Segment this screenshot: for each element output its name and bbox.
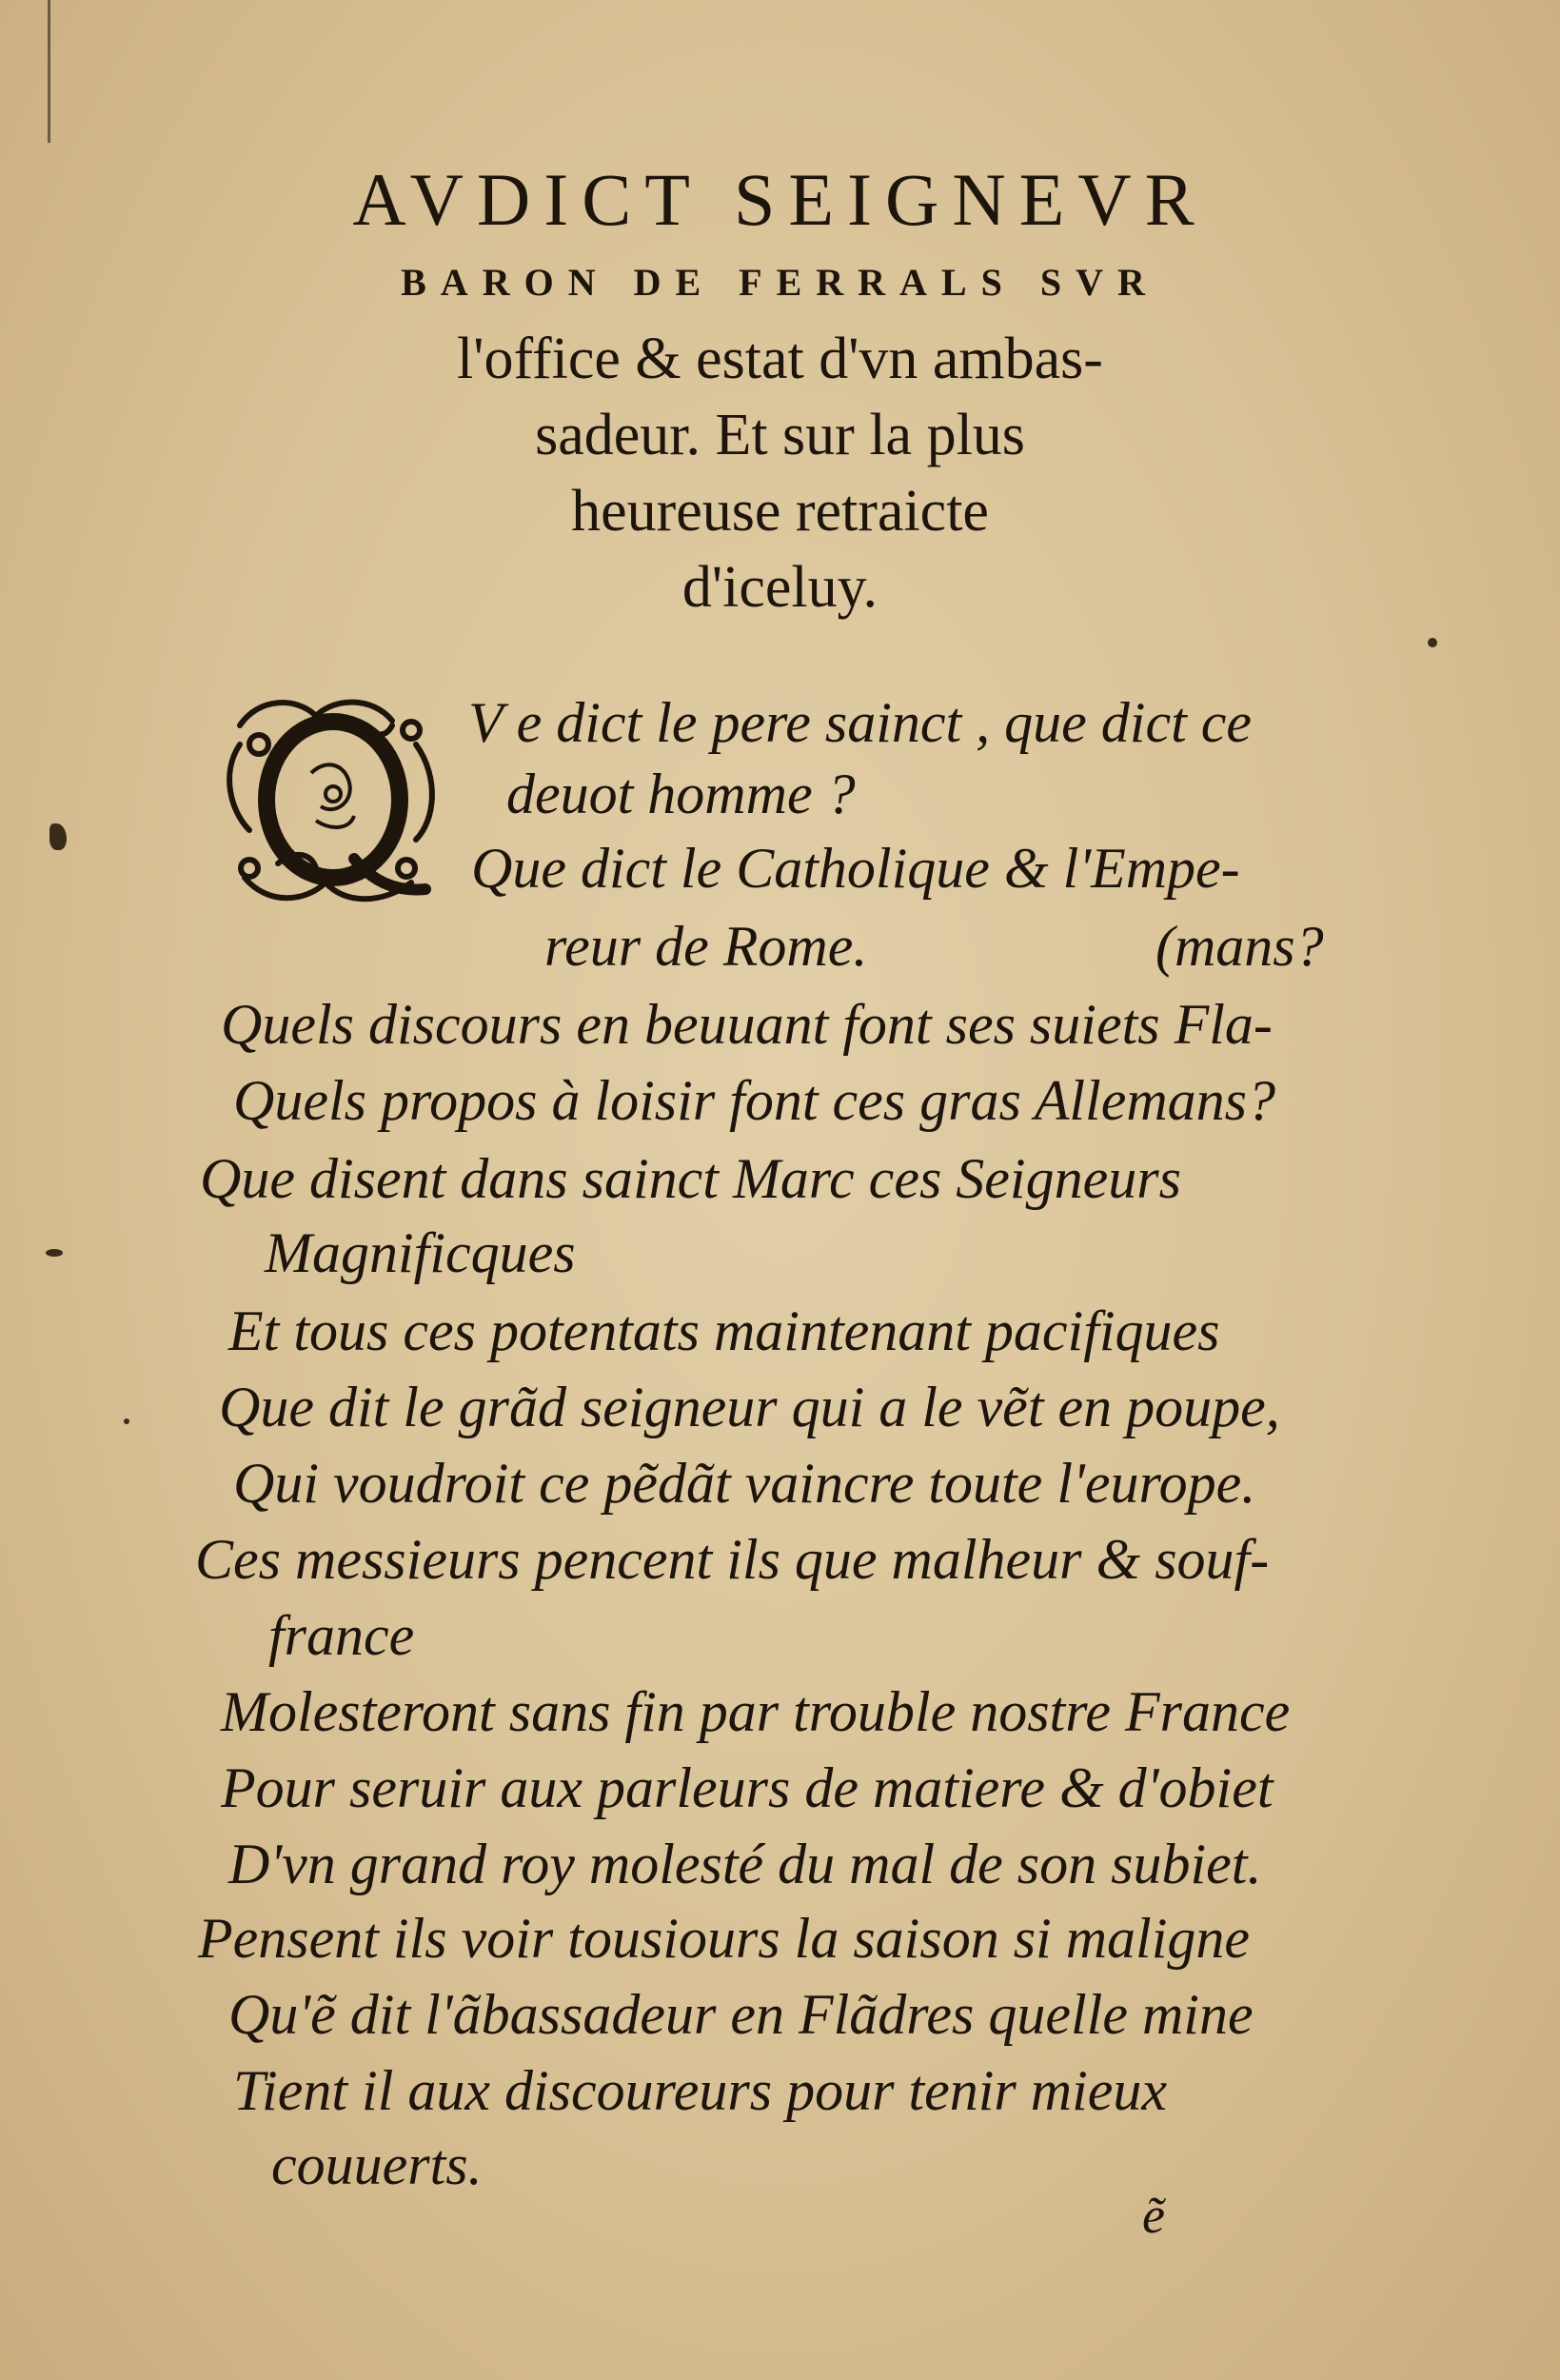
verse-line: Qu'ẽ dit l'ãbassadeur en Flãdres quelle mine xyxy=(228,1983,1254,2046)
title-line-1: AVDICT SEIGNEVR xyxy=(352,158,1208,241)
verse-line: Que disent dans sainct Marc ces Seigneurs xyxy=(200,1147,1181,1210)
verse-line: Quels propos à loisir font ces gras Allemans? xyxy=(233,1069,1276,1132)
svg-text:Q: Q xyxy=(333,830,335,831)
page-binding-edge xyxy=(48,0,50,143)
title-line-4: sadeur. Et sur la plus xyxy=(535,403,1025,467)
verse-line: Pensent ils voir tousiours la saison si maligne xyxy=(198,1907,1251,1970)
title-line-2: BARON DE FERRALS SVR xyxy=(401,261,1159,304)
verse-line: Et tous ces potentats maintenant pacifiques xyxy=(228,1299,1220,1362)
verse-line: Qui voudroit ce pẽdãt vaincre toute l'europe. xyxy=(233,1452,1256,1515)
verse-line: Pour seruir aux parleurs de matiere & d'obiet xyxy=(221,1756,1274,1819)
title-line-3: l'office & estat d'vn ambas- xyxy=(457,327,1103,391)
verse-line: couuerts. xyxy=(271,2133,483,2196)
verse-line: Ces messieurs pencent ils que malheur & souf- xyxy=(195,1528,1270,1591)
verse-line: (mans? xyxy=(1155,915,1324,978)
title-line-5: heureuse retraicte xyxy=(571,479,989,544)
decorated-initial-q-icon xyxy=(221,687,447,914)
verse-line: Molesteront sans fin par trouble nostre France xyxy=(221,1680,1291,1743)
verse-line: Que dict le Catholique & l'Empe- xyxy=(471,837,1240,900)
verse-line: deuot homme ? xyxy=(506,763,856,825)
verse-line: Que dit le grãd seigneur qui a le vẽt en poupe, xyxy=(219,1376,1280,1438)
verse-line: V e dict le pere sainct , que dict ce xyxy=(468,691,1253,754)
signature-mark: ẽ xyxy=(1142,2187,1165,2244)
verse-line: Tient il aux discoureurs pour tenir mieux xyxy=(233,2059,1168,2122)
verse-line: Quels discours en beuuant font ses suiets Fla- xyxy=(221,993,1273,1056)
ink-spot xyxy=(1428,638,1437,647)
ink-spot xyxy=(49,823,67,850)
verse-line: reur de Rome. xyxy=(544,915,868,978)
title-line-6: d'iceluy. xyxy=(681,555,879,620)
ink-spot xyxy=(46,1249,63,1257)
verse-line: D'vn grand roy molesté du mal de son subiet. xyxy=(228,1833,1262,1895)
verse-line: Magnificques xyxy=(265,1221,576,1284)
ink-spot xyxy=(124,1418,129,1424)
verse-line: france xyxy=(268,1604,415,1667)
